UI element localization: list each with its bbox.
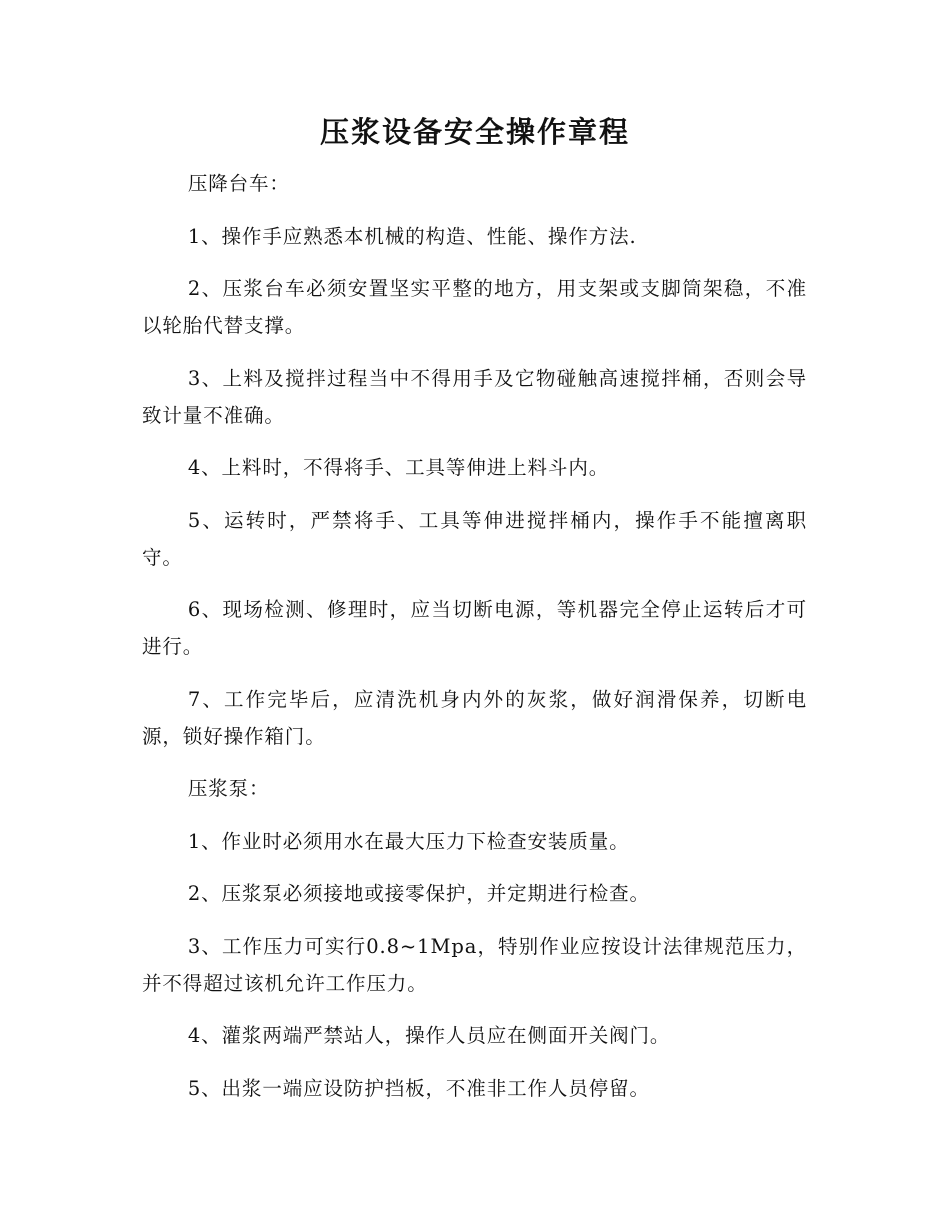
document-title: 压浆设备安全操作章程	[319, 115, 630, 149]
trolley-rule-4: 4、上料时，不得将手、工具等伸进上料斗内。	[187, 456, 610, 479]
trolley-rule-2: 2、压浆台车必须安置坚实平整的地方，用支架或支脚筒架稳，不准以轮胎代替支撑。	[142, 277, 807, 337]
pump-rule-1: 1、作业时必须用水在最大压力下检查安装质量。	[187, 829, 630, 853]
pump-rule-4: 4、灌浆两端严禁站人，操作人员应在侧面开关阀门。	[187, 1024, 671, 1047]
section-heading-pump: 压浆泵：	[187, 777, 270, 800]
trolley-rule-7: 7、工作完毕后，应清洗机身内外的灰浆，做好润滑保养，切断电源，锁好操作箱门。	[142, 687, 807, 748]
pump-rule-3: 3、工作压力可实行0.8~1Mpa，特别作业应按设计法律规范压力，并不得超过该机允许工作压力。	[142, 934, 807, 995]
pump-rule-2: 2、压浆泵必须接地或接零保护，并定期进行检查。	[187, 882, 650, 905]
trolley-rule-1: 1、操作手应熟悉本机械的构造、性能、操作方法.	[187, 224, 637, 248]
pump-rule-5: 5、出浆一端应设防护挡板，不准非工作人员停留。	[187, 1076, 650, 1100]
trolley-rule-6: 6、现场检测、修理时，应当切断电源，等机器完全停止运转后才可进行。	[142, 598, 807, 658]
trolley-rule-3: 3、上料及搅拌过程当中不得用手及它物碰触高速搅拌桶，否则会导致计量不准确。	[142, 366, 807, 427]
document-body	[142, 165, 807, 1107]
section-heading-trolley: 压降台车：	[187, 172, 290, 195]
trolley-rule-5: 5、运转时，严禁将手、工具等伸进搅拌桶内，操作手不能擅离职守。	[142, 508, 807, 569]
